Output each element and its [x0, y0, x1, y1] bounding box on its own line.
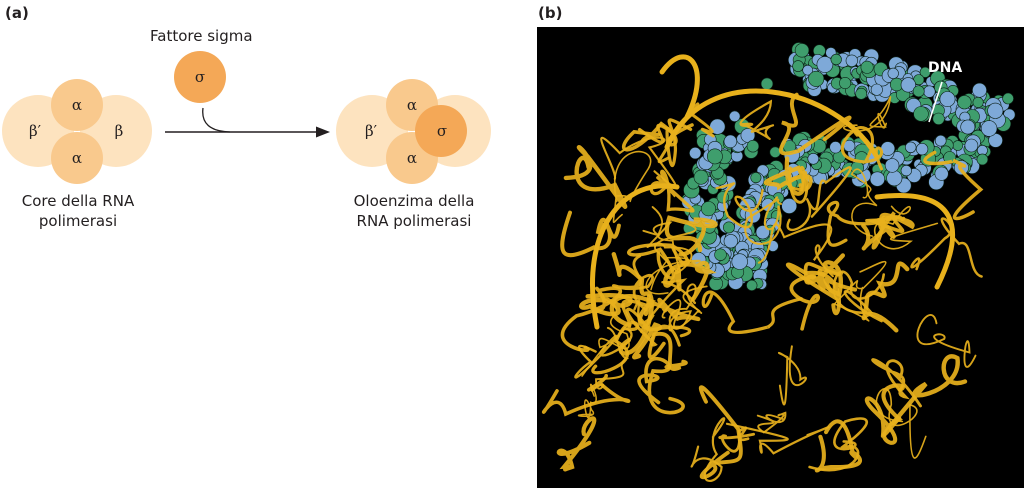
- holoenzyme-caption-line2: RNA polimerasi: [356, 212, 472, 230]
- dna-atom-sphere: [935, 135, 946, 146]
- dna-atom-sphere: [901, 165, 912, 176]
- dna-atom-sphere: [988, 103, 1003, 118]
- dna-atom-sphere: [723, 222, 734, 233]
- holoenzyme-caption-line1: Oloenzima della: [353, 192, 475, 210]
- dna-atom-sphere: [935, 167, 948, 180]
- panel-b-label: (b): [538, 4, 563, 22]
- holo-beta-prime-symbol: β′: [364, 122, 378, 140]
- sigma-factor-label: Fattore sigma: [150, 27, 253, 45]
- dna-atom-sphere: [707, 149, 722, 164]
- dna-atom-sphere: [846, 55, 858, 67]
- core-alpha-bottom-symbol: α: [71, 149, 83, 167]
- holo-alpha-top-symbol: α: [406, 96, 418, 114]
- protein-ribbon-segment: [544, 376, 629, 414]
- dna-atom-sphere: [916, 143, 928, 155]
- dna-atom-sphere: [961, 120, 975, 134]
- core-alpha-top-symbol: α: [71, 96, 83, 114]
- panel-a-label: (a): [5, 4, 29, 22]
- dna-atom-sphere: [839, 77, 850, 88]
- holo-sigma-symbol: σ: [436, 122, 448, 140]
- dna-atom-sphere: [940, 92, 955, 107]
- protein-ribbon-segment: [559, 418, 595, 469]
- dna-atom-sphere: [808, 153, 819, 164]
- molecular-structure-image: [537, 27, 1024, 488]
- dna-atom-sphere: [861, 61, 873, 73]
- protein-ribbon-segment: [884, 356, 965, 434]
- protein-ribbon-arc: [662, 57, 697, 117]
- dna-atom-sphere: [914, 107, 929, 122]
- dna-atom-sphere: [1003, 93, 1014, 104]
- dna-atom-sphere: [830, 142, 842, 154]
- dna-atom-sphere: [729, 111, 740, 122]
- dna-atom-sphere: [965, 139, 978, 152]
- dna-atom-sphere: [888, 68, 899, 79]
- dna-atom-sphere: [732, 254, 748, 270]
- dna-atom-sphere: [885, 159, 899, 173]
- dna-atom-sphere: [795, 43, 809, 57]
- dna-atom-sphere: [724, 234, 738, 248]
- rna-polymerase-structure-render: [537, 27, 1024, 488]
- dna-atom-sphere: [831, 54, 842, 65]
- protein-ribbon-segment: [701, 387, 741, 477]
- dna-atom-sphere: [870, 172, 885, 187]
- dna-label: DNA: [928, 60, 963, 76]
- dna-atom-sphere: [701, 202, 715, 216]
- protein-ribbon-segment: [566, 147, 625, 207]
- dna-atom-sphere: [973, 97, 983, 107]
- core-caption-line1: Core della RNA: [21, 192, 135, 210]
- dna-atom-sphere: [761, 78, 773, 90]
- sigma-symbol: σ: [194, 68, 206, 86]
- dna-atom-sphere: [913, 86, 924, 97]
- dna-atom-sphere: [905, 142, 916, 153]
- dna-atom-sphere: [770, 147, 781, 158]
- reaction-arrow-head: [316, 127, 330, 138]
- core-beta-prime-symbol: β′: [28, 122, 42, 140]
- dna-atom-sphere: [715, 249, 727, 261]
- protein-ribbon-segment: [758, 413, 786, 433]
- dna-atom-sphere: [694, 170, 708, 184]
- protein-ribbon-segment: [703, 292, 801, 332]
- holo-alpha-bottom-symbol: α: [406, 149, 418, 167]
- dna-atom-sphere: [887, 171, 902, 186]
- dna-atom-sphere: [856, 88, 867, 99]
- protein-ribbon-segment: [692, 418, 725, 481]
- dna-atom-sphere: [871, 84, 882, 95]
- dna-atom-sphere: [972, 83, 986, 97]
- dna-atom-sphere: [809, 71, 824, 86]
- dna-atom-sphere: [724, 135, 737, 148]
- protein-ribbon-segment: [864, 264, 907, 331]
- core-beta-symbol: β: [114, 122, 124, 140]
- dna-atom-sphere: [977, 154, 988, 165]
- dna-atom-sphere: [793, 61, 804, 72]
- dna-atom-sphere: [747, 140, 759, 152]
- dna-atom-sphere: [981, 121, 997, 137]
- dna-atom-sphere: [747, 280, 758, 291]
- core-caption-line2: polimerasi: [38, 212, 118, 230]
- dna-atom-sphere: [953, 141, 963, 151]
- dna-atom-sphere: [817, 57, 833, 73]
- dna-atom-sphere: [689, 147, 701, 159]
- dna-atom-sphere: [751, 172, 761, 182]
- dna-atom-sphere: [958, 95, 972, 109]
- protein-ribbon-segment: [779, 346, 806, 404]
- sigma-joining-curve: [203, 108, 230, 132]
- dna-atom-sphere: [933, 113, 945, 125]
